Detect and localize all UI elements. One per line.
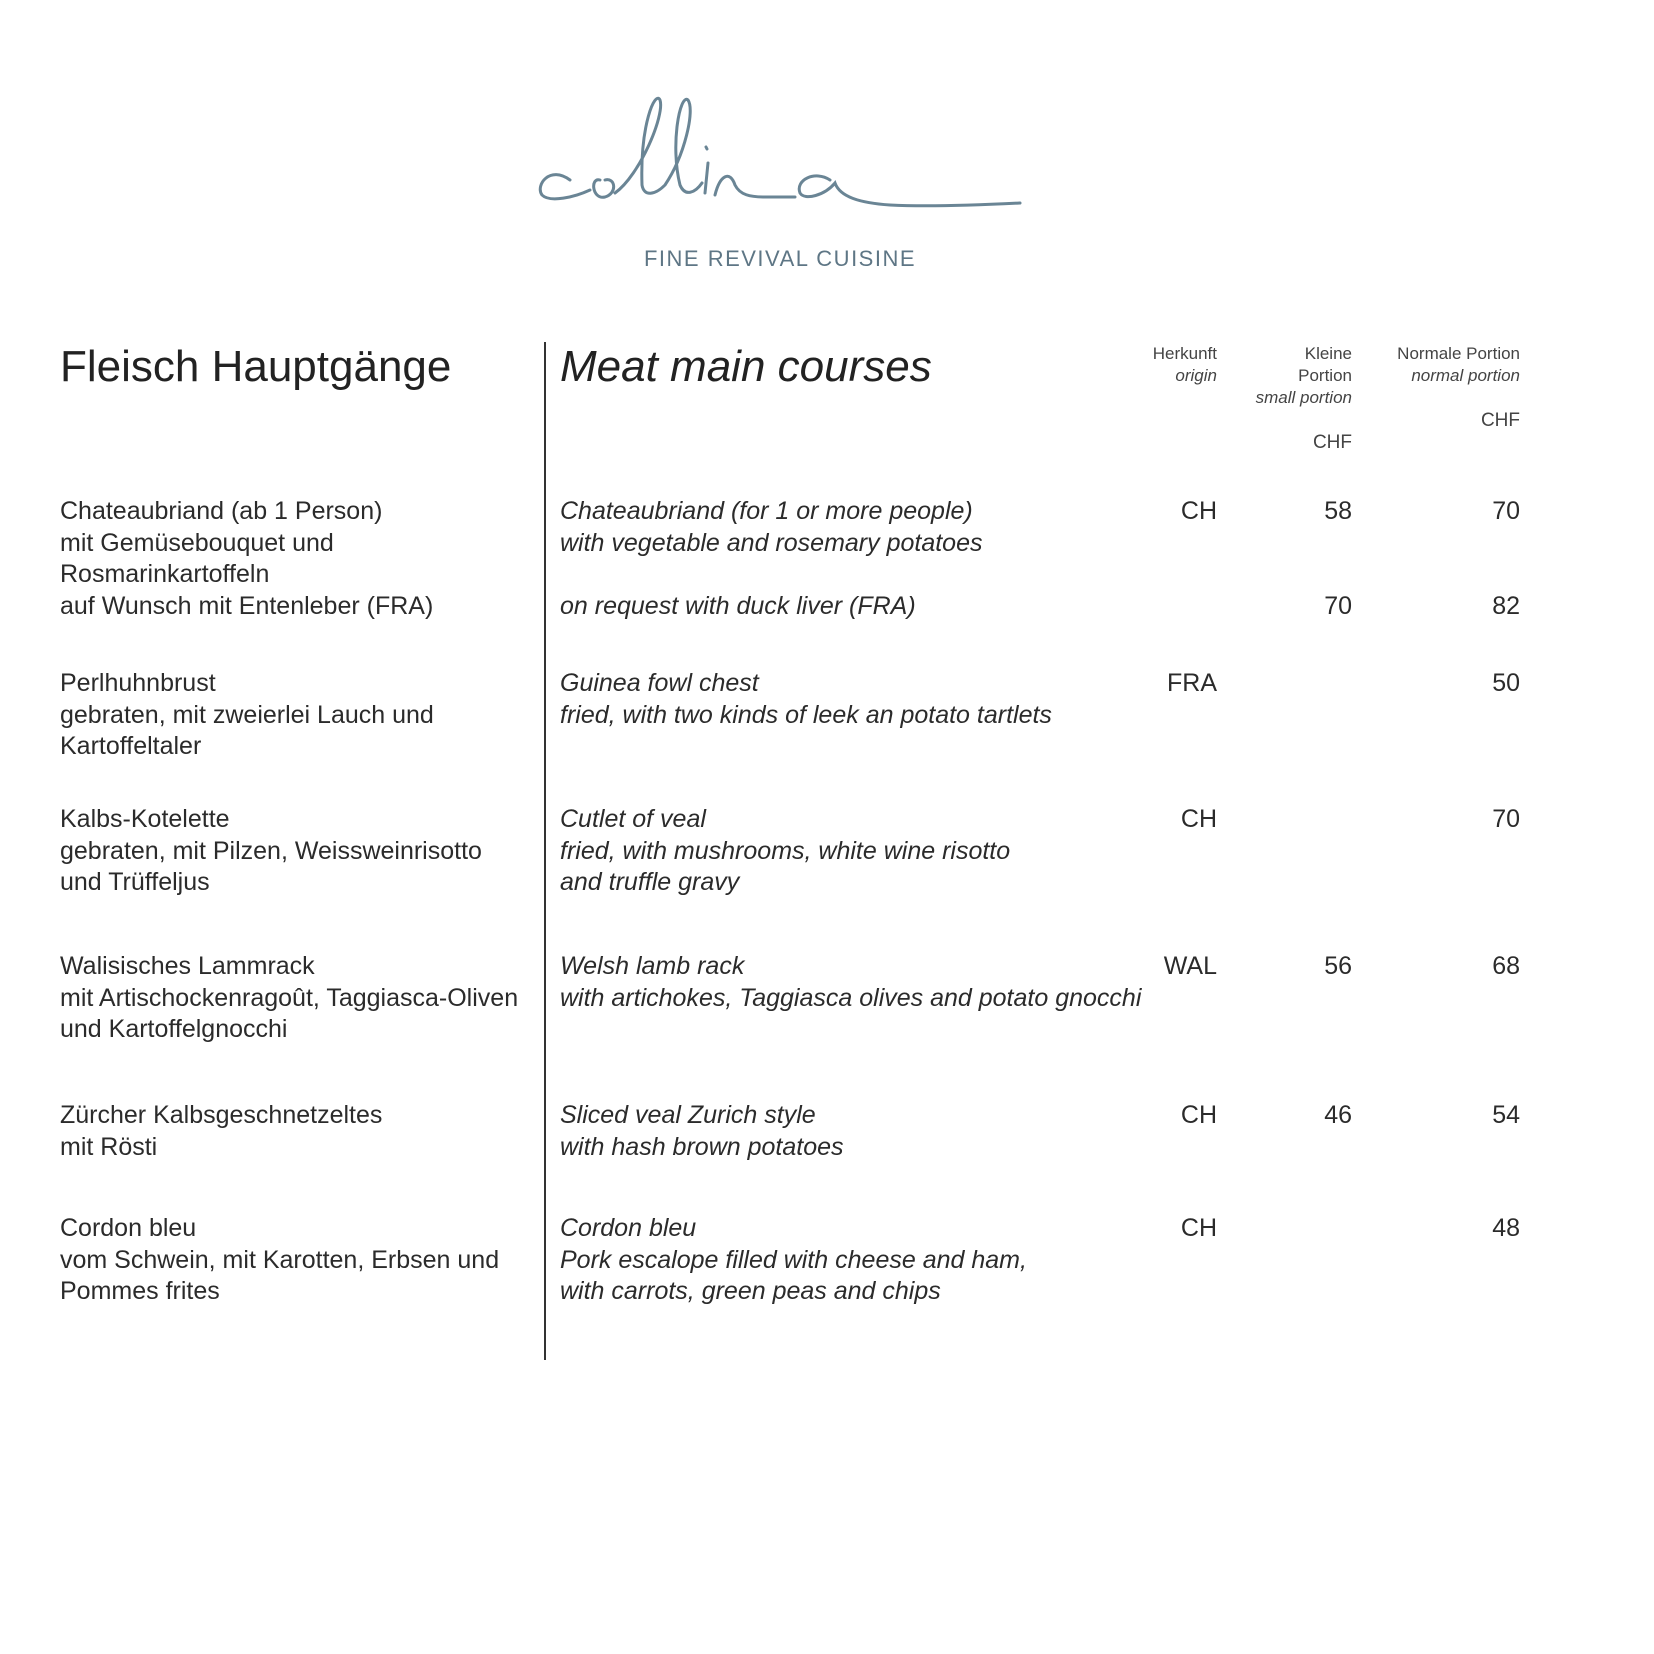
item-de-line: Rosmarinkartoffeln bbox=[60, 560, 270, 589]
item-price-small: 70 bbox=[1324, 592, 1352, 620]
item-en-line: with vegetable and rosemary potatoes bbox=[560, 528, 983, 557]
item-origin: CH bbox=[1180, 497, 1217, 525]
section-title-de: Fleisch Hauptgänge bbox=[60, 342, 452, 391]
item-en-line: with carrots, green peas and chips bbox=[560, 1277, 941, 1306]
item-name-de bbox=[60, 804, 540, 899]
item-en-line: with artichokes, Taggiasca olives and potato gnocchi bbox=[560, 983, 1142, 1012]
small-header-de-1: Kleine bbox=[1304, 344, 1352, 363]
item-en-line: Guinea fowl chest bbox=[560, 669, 759, 697]
item-price-small: 46 bbox=[1324, 1101, 1352, 1129]
tagline: FINE REVIVAL CUISINE bbox=[643, 246, 917, 271]
origin-header-de: Herkunft bbox=[1152, 344, 1217, 363]
section-title-en: Meat main courses bbox=[560, 342, 932, 391]
small-portion-header bbox=[1200, 343, 1352, 409]
item-de-line: Pommes frites bbox=[60, 1277, 220, 1306]
item-origin: CH bbox=[1180, 1214, 1217, 1242]
item-de-line: Kartoffeltaler bbox=[60, 732, 202, 761]
small-header-de-2: Portion bbox=[1298, 366, 1352, 385]
item-en-line: with hash brown potatoes bbox=[560, 1132, 844, 1161]
item-en-line: fried, with mushrooms, white wine risotto bbox=[560, 836, 1011, 865]
item-de-line: vom Schwein, mit Karotten, Erbsen und bbox=[60, 1245, 500, 1274]
item-de-line: Kalbs-Kotelette bbox=[60, 805, 230, 833]
item-name-de bbox=[60, 1100, 540, 1163]
small-currency: CHF bbox=[1312, 432, 1352, 453]
item-name-de bbox=[60, 1213, 540, 1308]
item-en-line: and truffle gravy bbox=[560, 868, 740, 897]
item-name-en bbox=[560, 804, 1120, 899]
item-name-en bbox=[560, 668, 1120, 731]
item-en-line: Cordon bleu bbox=[560, 1214, 697, 1242]
normal-portion-header bbox=[1360, 343, 1520, 387]
normal-header-en: normal portion bbox=[1411, 366, 1520, 385]
item-name-en bbox=[560, 591, 1120, 623]
item-en-line: Cutlet of veal bbox=[560, 805, 706, 833]
normal-header-de: Normale Portion bbox=[1397, 344, 1520, 363]
item-en-line: Pork escalope filled with cheese and ham, bbox=[560, 1245, 1027, 1274]
origin-header-en: origin bbox=[1175, 366, 1217, 385]
item-price-normal: 54 bbox=[1492, 1101, 1520, 1129]
item-name-en bbox=[560, 951, 1142, 1014]
item-price-normal: 50 bbox=[1492, 669, 1520, 697]
normal-currency: CHF bbox=[1480, 410, 1520, 431]
collina-logo bbox=[530, 85, 1030, 220]
item-origin: WAL bbox=[1163, 952, 1217, 980]
item-origin: CH bbox=[1180, 1101, 1217, 1129]
item-de-line: gebraten, mit Pilzen, Weissweinrisotto bbox=[60, 836, 482, 865]
item-de-line: mit Artischockenragoût, Taggiasca-Oliven bbox=[60, 983, 519, 1012]
item-name-de bbox=[60, 668, 540, 763]
item-name-en bbox=[560, 1100, 1120, 1163]
column-divider bbox=[544, 342, 546, 1360]
item-de-line: mit Rösti bbox=[60, 1132, 158, 1161]
item-en-line: Welsh lamb rack bbox=[560, 952, 745, 980]
item-de-line: Perlhuhnbrust bbox=[60, 669, 216, 697]
item-de-line: gebraten, mit zweierlei Lauch und bbox=[60, 700, 434, 729]
item-origin: FRA bbox=[1167, 669, 1217, 697]
item-price-small: 56 bbox=[1324, 952, 1352, 980]
item-de-line: mit Gemüsebouquet und bbox=[60, 528, 334, 557]
item-de-line: Chateaubriand (ab 1 Person) bbox=[60, 497, 383, 525]
small-header-en: small portion bbox=[1255, 388, 1352, 407]
item-de-line: und Kartoffelgnocchi bbox=[60, 1015, 288, 1044]
item-de-line: Walisisches Lammrack bbox=[60, 952, 315, 980]
item-de-line: Zürcher Kalbsgeschnetzeltes bbox=[60, 1101, 383, 1129]
item-name-de bbox=[60, 496, 540, 591]
item-price-normal: 70 bbox=[1492, 805, 1520, 833]
item-en-line: Chateaubriand (for 1 or more people) bbox=[560, 497, 973, 525]
item-name-de bbox=[60, 591, 540, 623]
item-price-normal: 82 bbox=[1492, 592, 1520, 620]
item-price-normal: 70 bbox=[1492, 497, 1520, 525]
item-name-en bbox=[560, 1213, 1120, 1308]
item-name-en bbox=[560, 496, 1120, 559]
item-de-line: und Trüffeljus bbox=[60, 868, 210, 897]
item-name-de bbox=[60, 951, 540, 1046]
item-price-small: 58 bbox=[1324, 497, 1352, 525]
item-de-line: Cordon bleu bbox=[60, 1214, 197, 1242]
item-en-line: fried, with two kinds of leek an potato tartlets bbox=[560, 700, 1052, 729]
item-en-line: on request with duck liver (FRA) bbox=[560, 592, 916, 620]
item-en-line: Sliced veal Zurich style bbox=[560, 1101, 816, 1129]
item-de-line: auf Wunsch mit Entenleber (FRA) bbox=[60, 592, 434, 620]
item-price-normal: 48 bbox=[1492, 1214, 1520, 1242]
item-price-normal: 68 bbox=[1492, 952, 1520, 980]
item-origin: CH bbox=[1180, 805, 1217, 833]
